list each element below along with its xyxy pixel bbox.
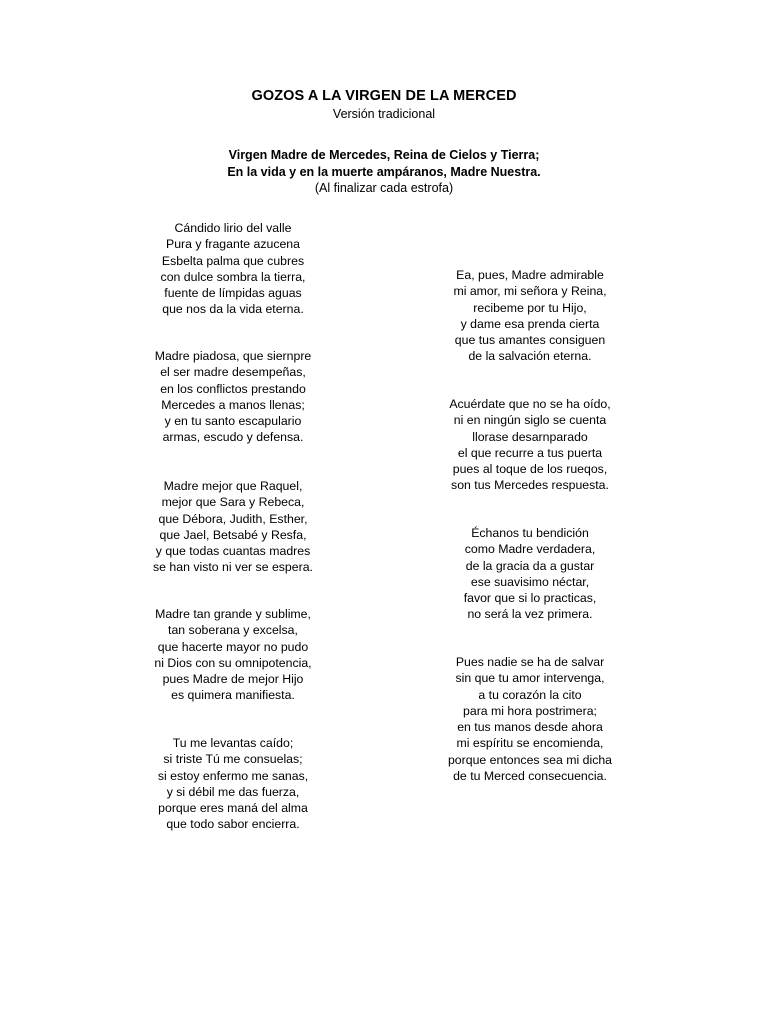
verse-line: Esbelta palma que cubres: [161, 253, 305, 268]
verse-line: en tus manos desde ahora: [457, 720, 603, 735]
verse-line: recibeme por tu Hijo,: [473, 300, 587, 315]
verse-line: y en tu santo escapulario: [164, 414, 302, 429]
verse-line: porque eres maná del alma: [158, 801, 308, 816]
verse-line: favor que si lo practicas,: [463, 591, 597, 606]
verse-line: de la salvación eterna.: [468, 349, 592, 364]
verse-line: pues al toque de los rueqos,: [452, 462, 608, 477]
verse-line: y si débil me das fuerza,: [166, 784, 300, 799]
verse-line: en los conflictos prestando: [160, 381, 306, 396]
stanza-left-4: [83, 606, 383, 704]
document-title: GOZOS A LA VIRGEN DE LA MERCED: [251, 88, 517, 104]
verse-line: llorase desarnparado: [472, 429, 588, 444]
refrain-line-2: En la vida y en la muerte ampáranos, Madre Nuestra.: [227, 164, 541, 179]
verse-line: como Madre verdadera,: [464, 542, 596, 557]
verse-line: que todo sabor encierra.: [166, 817, 300, 832]
verse-line: que Jael, Betsabé y Resfa,: [159, 527, 307, 542]
verse-line: ni Dios con su omnipotencia,: [154, 655, 312, 670]
verse-line: ni en ningún siglo se cuenta: [453, 413, 607, 428]
stanza-right-4: [380, 654, 680, 784]
verse-line: de tu Merced consecuencia.: [453, 769, 607, 784]
verse-line: Cándido lirio del valle: [174, 221, 292, 235]
document-subtitle: Versión tradicional: [332, 107, 436, 121]
stanza-right-2: [380, 396, 680, 494]
verse-line: que tus amantes consiguen: [454, 333, 606, 348]
verse-line: el que recurre a tus puerta: [457, 445, 603, 460]
verse-line: Madre tan grande y sublime,: [155, 607, 311, 621]
verse-line: y dame esa prenda cierta: [460, 316, 600, 331]
stanza-right-1: [380, 267, 680, 365]
refrain-note: (Al finalizar cada estrofa): [314, 181, 454, 195]
verse-line: Madre piadosa, que siernpre: [154, 349, 312, 363]
verse-line: el ser madre desempeñas,: [160, 365, 306, 380]
verse-line: porque entonces sea mi dicha: [447, 752, 613, 767]
verse-line: Échanos tu bendición: [471, 526, 589, 540]
verse-line: no será la vez primera.: [467, 607, 593, 622]
stanza-right-3: [380, 525, 680, 623]
verse-line: son tus Mercedes respuesta.: [451, 478, 609, 493]
verse-line: pues Madre de mejor Hijo: [162, 672, 304, 687]
verse-line: Tu me levantas caído;: [172, 736, 294, 750]
verse-line: y que todas cuantas madres: [155, 544, 311, 559]
verse-line: ese suavisimo néctar,: [470, 574, 590, 589]
verse-line: Madre mejor que Raquel,: [163, 479, 303, 493]
verse-line: a tu corazón la cito: [478, 687, 582, 702]
verse-line: con dulce sombra la tierra,: [160, 269, 306, 284]
verse-line: Ea, pues, Madre admirable: [456, 268, 604, 282]
verse-line: mi espíritu se encomienda,: [456, 736, 604, 751]
verse-line: mi amor, mi señora y Reina,: [453, 284, 607, 299]
verse-line: fuente de límpidas aguas: [164, 286, 302, 301]
verse-line: Pura y fragante azucena: [166, 237, 300, 252]
stanza-left-3: [83, 478, 383, 576]
verse-line: que nos da la vida eterna.: [162, 302, 304, 317]
verse-line: se han visto ni ver se espera.: [153, 560, 313, 575]
verse-line: armas, escudo y defensa.: [162, 430, 304, 445]
verse-line: tan soberana y excelsa,: [168, 623, 298, 638]
verse-line: mejor que Sara y Rebeca,: [161, 495, 305, 510]
verse-line: que Débora, Judith, Esther,: [158, 511, 308, 526]
verse-line: si estoy enfermo me sanas,: [157, 768, 309, 783]
stanza-left-1: [83, 220, 383, 318]
verse-line: para mi hora postrimera;: [463, 703, 597, 718]
verse-line: Acuérdate que no se ha oído,: [449, 397, 611, 411]
verse-line: Pues nadie se ha de salvar: [455, 655, 605, 669]
refrain-line-1: Virgen Madre de Mercedes, Reina de Cielos y Tierra;: [228, 148, 540, 162]
verse-line: es quimera manifiesta.: [171, 688, 295, 703]
stanza-left-2: [83, 348, 383, 446]
refrain: [0, 147, 768, 197]
stanza-left-5: [83, 735, 383, 833]
verse-line: de la gracia da a gustar: [465, 558, 595, 573]
verse-line: sin que tu amor intervenga,: [455, 671, 605, 686]
verse-line: si triste Tú me consuelas;: [163, 752, 303, 767]
verse-line: Mercedes a manos llenas;: [161, 397, 305, 412]
verse-line: que hacerte mayor no pudo: [157, 639, 309, 654]
